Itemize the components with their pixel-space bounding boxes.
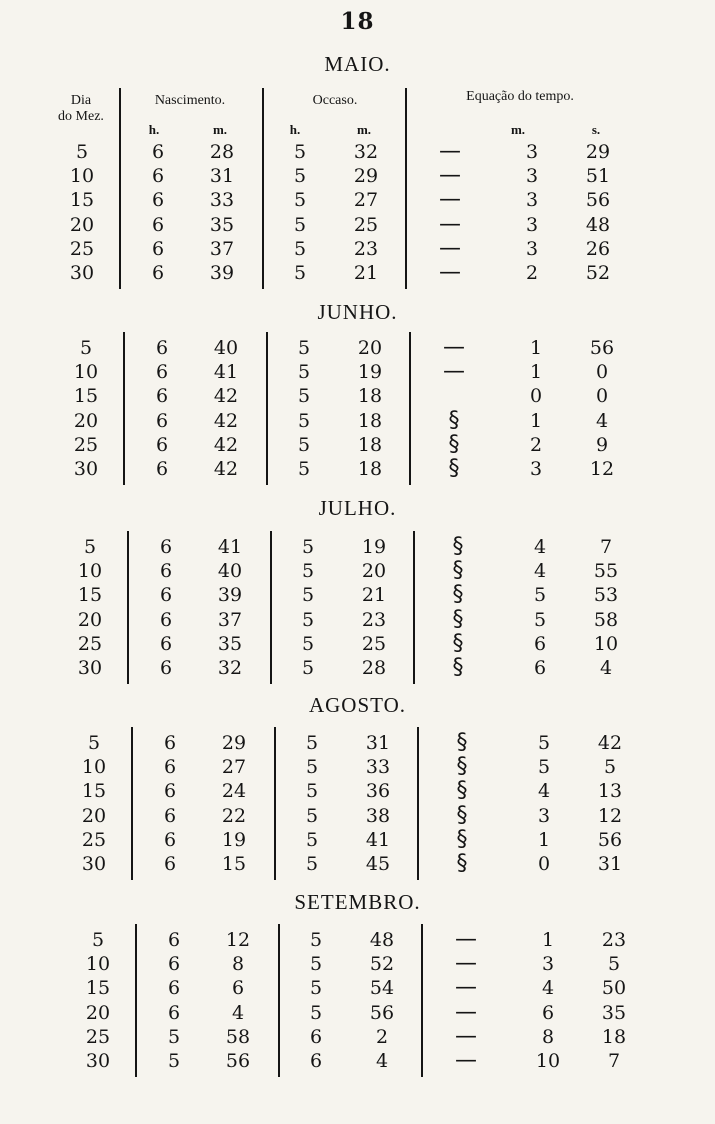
equation-minutes-cell: 1 — [541, 929, 555, 951]
table-row — [0, 535, 715, 559]
sunrise-hours-cell: 6 — [163, 756, 177, 779]
day-cell: 10 — [73, 361, 99, 384]
equation-seconds-cell: 29 — [585, 141, 611, 163]
sunrise-hours-cell: 6 — [159, 536, 173, 558]
day-cell: 5 — [75, 141, 89, 163]
equation-seconds-cell: 4 — [595, 409, 609, 432]
sunrise-hours-cell: 6 — [155, 385, 169, 408]
equation-seconds-cell: 12 — [597, 804, 623, 827]
sunset-hours-cell: 6 — [309, 1050, 323, 1072]
sunrise-minutes-cell: 42 — [213, 385, 239, 408]
equation-seconds-cell: 0 — [595, 385, 609, 408]
equation-seconds-cell: 31 — [597, 853, 623, 875]
sunrise-minutes-cell: 41 — [217, 536, 243, 558]
sunset-minutes-cell: 48 — [369, 929, 395, 951]
sunset-minutes-cell: 25 — [361, 632, 387, 655]
sunrise-hours-cell: 6 — [159, 584, 173, 607]
page-number: 18 — [340, 8, 375, 35]
equation-sign-cell: § — [456, 730, 468, 755]
sunrise-minutes-cell: 41 — [213, 361, 239, 384]
equation-seconds-cell: 51 — [585, 165, 611, 188]
day-cell: 5 — [79, 337, 93, 359]
sunset-hours-cell: 5 — [293, 189, 307, 212]
sunset-hours-cell: 5 — [301, 536, 315, 558]
sunrise-hours-cell: 5 — [167, 1050, 181, 1072]
table-row — [0, 656, 715, 680]
sunrise-hours-cell: 6 — [151, 189, 165, 212]
sunset-hours-cell: 5 — [293, 213, 307, 236]
day-cell: 5 — [91, 929, 105, 951]
equation-minutes-cell: 5 — [537, 756, 551, 779]
sunrise-minutes-cell: 40 — [217, 560, 243, 583]
day-cell: 30 — [81, 853, 107, 875]
equation-of-time-header: Equação do tempo. — [466, 89, 574, 104]
equation-seconds-subheader: s. — [591, 122, 601, 137]
sunset-hours-cell: 5 — [297, 361, 311, 384]
sunrise-hours-cell: 6 — [151, 213, 165, 236]
day-cell: 20 — [69, 213, 95, 236]
table-row — [0, 852, 715, 876]
sunrise-hours-cell: 6 — [159, 632, 173, 655]
sunset-hours-cell: 5 — [301, 584, 315, 607]
equation-sign-cell: § — [452, 534, 464, 559]
equation-minutes-cell: 4 — [533, 536, 547, 558]
month-title: AGOSTO. — [308, 693, 407, 717]
sunset-minutes-cell: 4 — [375, 1050, 389, 1072]
equation-minutes-cell: 3 — [525, 189, 539, 212]
equation-sign-cell: § — [448, 431, 460, 457]
day-cell: 30 — [85, 1050, 111, 1072]
sunrise-header: Nascimento. — [154, 93, 226, 108]
sunrise-hours-cell: 6 — [151, 141, 165, 163]
equation-minutes-cell: 5 — [537, 732, 551, 754]
sunset-hours-cell: 5 — [293, 141, 307, 163]
sunrise-hours-cell: 6 — [151, 262, 165, 284]
sunrise-minutes-cell: 35 — [217, 632, 243, 655]
equation-sign-cell: § — [452, 655, 464, 680]
sunset-minutes-cell: 56 — [369, 1001, 395, 1024]
sunset-minutes-cell: 18 — [357, 409, 383, 432]
sunrise-minutes-cell: 15 — [221, 853, 247, 875]
sunrise-minutes-cell: 12 — [225, 929, 251, 951]
equation-sign-cell: § — [452, 558, 464, 584]
sunset-minutes-cell: 18 — [357, 458, 383, 480]
equation-seconds-cell: 55 — [593, 560, 619, 583]
table-row — [0, 608, 715, 632]
table-row — [0, 360, 715, 384]
table-row — [0, 952, 715, 976]
equation-minutes-cell: 3 — [525, 141, 539, 163]
sunset-hours-cell: 5 — [301, 657, 315, 679]
sunset-minutes-cell: 36 — [365, 780, 391, 803]
sunrise-hours-cell: 6 — [163, 780, 177, 803]
equation-sign-cell: § — [452, 630, 464, 656]
day-cell: 15 — [81, 780, 107, 803]
day-cell: 15 — [77, 584, 103, 607]
equation-seconds-cell: 7 — [607, 1050, 621, 1072]
sunrise-minutes-cell: 4 — [231, 1001, 245, 1024]
sunrise-hours-cell: 6 — [167, 1001, 181, 1024]
day-cell: 30 — [69, 262, 95, 284]
equation-sign-cell: § — [456, 754, 468, 780]
day-cell: 15 — [85, 977, 111, 1000]
sunrise-hours-cell: 6 — [163, 853, 177, 875]
day-cell: 25 — [85, 1025, 111, 1048]
table-row — [0, 976, 715, 1000]
equation-minutes-cell: 3 — [525, 237, 539, 260]
sunset-minutes-cell: 41 — [365, 828, 391, 851]
sunset-hours-cell: 5 — [297, 385, 311, 408]
sunrise-minutes-cell: 37 — [209, 237, 235, 260]
sunset-hours-cell: 5 — [301, 608, 315, 631]
equation-seconds-cell: 58 — [593, 608, 619, 631]
table-row — [0, 384, 715, 408]
sunset-hours-cell: 5 — [297, 337, 311, 359]
sunrise-hours-cell: 6 — [167, 929, 181, 951]
table-row — [0, 457, 715, 481]
sunset-minutes-cell: 32 — [353, 141, 379, 163]
sunset-minutes-cell: 27 — [353, 189, 379, 212]
sunset-hours-cell: 5 — [305, 828, 319, 851]
equation-sign-cell: — — [443, 335, 465, 360]
sunrise-hours-cell: 6 — [155, 458, 169, 480]
sunrise-hours-cell: 6 — [159, 560, 173, 583]
equation-seconds-cell: 10 — [593, 632, 619, 655]
day-cell: 10 — [77, 560, 103, 583]
sunrise-hours-cell: 6 — [151, 165, 165, 188]
equation-seconds-cell: 56 — [585, 189, 611, 212]
equation-minutes-cell: 6 — [533, 632, 547, 655]
table-row — [0, 755, 715, 779]
equation-seconds-cell: 5 — [607, 953, 621, 976]
table-row — [0, 928, 715, 952]
sunrise-hours-cell: 6 — [155, 409, 169, 432]
day-cell: 15 — [69, 189, 95, 212]
table-row — [0, 237, 715, 261]
sunset-minutes-cell: 18 — [357, 385, 383, 408]
month-title: JULHO. — [318, 496, 397, 520]
sunrise-minutes-cell: 22 — [221, 804, 247, 827]
sunset-hours-cell: 5 — [301, 560, 315, 583]
day-cell: 15 — [73, 385, 99, 408]
equation-sign-cell: § — [456, 802, 468, 828]
sunrise-minutes-cell: 37 — [217, 608, 243, 631]
equation-minutes-cell: 3 — [537, 804, 551, 827]
sunrise-hours-subheader: h. — [148, 122, 160, 137]
equation-minutes-cell: 6 — [541, 1001, 555, 1024]
sunset-hours-cell: 5 — [305, 732, 319, 754]
sunrise-minutes-cell: 6 — [231, 977, 245, 1000]
sunrise-minutes-cell: 28 — [209, 141, 235, 163]
table-row — [0, 213, 715, 237]
equation-seconds-cell: 52 — [585, 262, 611, 284]
day-cell: 10 — [85, 953, 111, 976]
sunrise-minutes-subheader: m. — [212, 122, 228, 137]
day-cell: 20 — [73, 409, 99, 432]
sunset-minutes-subheader: m. — [356, 122, 372, 137]
equation-seconds-cell: 0 — [595, 361, 609, 384]
sunrise-minutes-cell: 33 — [209, 189, 235, 212]
sunset-minutes-cell: 25 — [353, 213, 379, 236]
equation-minutes-cell: 1 — [529, 409, 543, 432]
sunset-hours-cell: 5 — [297, 433, 311, 456]
sunset-hours-cell: 5 — [309, 977, 323, 1000]
day-cell: 5 — [87, 732, 101, 754]
sunset-hours-cell: 5 — [297, 458, 311, 480]
day-cell: 20 — [77, 608, 103, 631]
sunset-hours-cell: 5 — [309, 953, 323, 976]
sunset-minutes-cell: 31 — [365, 732, 391, 754]
day-cell: 20 — [85, 1001, 111, 1024]
sunrise-minutes-cell: 56 — [225, 1050, 251, 1072]
equation-seconds-cell: 12 — [589, 458, 615, 480]
table-row — [0, 261, 715, 285]
equation-sign-cell: § — [456, 851, 468, 876]
day-cell: 25 — [77, 632, 103, 655]
sunrise-minutes-cell: 58 — [225, 1025, 251, 1048]
sunset-minutes-cell: 23 — [353, 237, 379, 260]
day-of-month-header: Dia do Mez. — [58, 93, 104, 124]
sunset-minutes-cell: 18 — [357, 433, 383, 456]
table-row — [0, 731, 715, 755]
sunrise-hours-cell: 6 — [151, 237, 165, 260]
equation-sign-cell: — — [455, 975, 477, 1001]
sunset-minutes-cell: 20 — [357, 337, 383, 359]
equation-minutes-cell: 2 — [529, 433, 543, 456]
equation-minutes-cell: 5 — [533, 608, 547, 631]
equation-minutes-cell: 3 — [525, 213, 539, 236]
sunset-minutes-cell: 2 — [375, 1025, 389, 1048]
table-row — [0, 188, 715, 212]
equation-seconds-cell: 35 — [601, 1001, 627, 1024]
equation-sign-cell: § — [456, 826, 468, 852]
sunset-minutes-cell: 29 — [353, 165, 379, 188]
table-row — [0, 804, 715, 828]
table-row — [0, 779, 715, 803]
sunset-minutes-cell: 21 — [353, 262, 379, 284]
equation-sign-cell: — — [455, 927, 477, 952]
equation-minutes-cell: 10 — [535, 1050, 561, 1072]
sunset-hours-cell: 5 — [293, 237, 307, 260]
equation-sign-cell: — — [455, 951, 477, 977]
day-cell: 10 — [81, 756, 107, 779]
sunrise-hours-cell: 6 — [163, 828, 177, 851]
sunrise-hours-cell: 6 — [155, 337, 169, 359]
sunrise-hours-cell: 6 — [159, 608, 173, 631]
sunrise-hours-cell: 6 — [155, 433, 169, 456]
table-row — [0, 164, 715, 188]
equation-sign-cell: — — [439, 139, 461, 164]
sunset-hours-cell: 5 — [293, 165, 307, 188]
equation-minutes-cell: 3 — [525, 165, 539, 188]
equation-sign-cell: § — [452, 582, 464, 608]
day-cell: 25 — [69, 237, 95, 260]
equation-seconds-cell: 7 — [599, 536, 613, 558]
equation-sign-cell: — — [439, 235, 461, 261]
equation-seconds-cell: 48 — [585, 213, 611, 236]
equation-sign-cell: § — [448, 456, 460, 481]
equation-seconds-cell: 13 — [597, 780, 623, 803]
sunrise-minutes-cell: 39 — [209, 262, 235, 284]
equation-sign-cell: § — [448, 407, 460, 433]
equation-seconds-cell: 23 — [601, 929, 627, 951]
sunset-hours-cell: 5 — [293, 262, 307, 284]
sunrise-hours-cell: 6 — [167, 977, 181, 1000]
sunrise-minutes-cell: 32 — [217, 657, 243, 679]
sunrise-minutes-cell: 19 — [221, 828, 247, 851]
sunset-minutes-cell: 19 — [357, 361, 383, 384]
sunset-hours-cell: 5 — [305, 756, 319, 779]
equation-minutes-cell: 2 — [525, 262, 539, 284]
sunset-hours-cell: 5 — [297, 409, 311, 432]
sunset-minutes-cell: 19 — [361, 536, 387, 558]
equation-seconds-cell: 56 — [597, 828, 623, 851]
equation-minutes-cell: 0 — [529, 385, 543, 408]
sunrise-hours-cell: 6 — [159, 657, 173, 679]
equation-minutes-cell: 1 — [529, 361, 543, 384]
sunset-minutes-cell: 45 — [365, 853, 391, 875]
equation-minutes-cell: 0 — [537, 853, 551, 875]
sunset-hours-cell: 6 — [309, 1025, 323, 1048]
sunset-minutes-cell: 28 — [361, 657, 387, 679]
equation-sign-cell: § — [452, 606, 464, 632]
equation-minutes-cell: 1 — [537, 828, 551, 851]
equation-sign-cell: — — [439, 163, 461, 189]
table-row — [0, 140, 715, 164]
sunset-minutes-cell: 23 — [361, 608, 387, 631]
sunrise-hours-cell: 6 — [163, 804, 177, 827]
sunrise-minutes-cell: 29 — [221, 732, 247, 754]
equation-minutes-cell: 5 — [533, 584, 547, 607]
table-row — [0, 1025, 715, 1049]
equation-sign-cell: — — [439, 187, 461, 213]
equation-sign-cell: — — [455, 1023, 477, 1049]
equation-minutes-cell: 3 — [541, 953, 555, 976]
day-cell: 25 — [73, 433, 99, 456]
equation-seconds-cell: 4 — [599, 657, 613, 679]
sunrise-minutes-cell: 31 — [209, 165, 235, 188]
table-row — [0, 1049, 715, 1073]
sunrise-hours-cell: 6 — [155, 361, 169, 384]
sunset-minutes-cell: 20 — [361, 560, 387, 583]
equation-sign-cell: — — [439, 260, 461, 285]
table-row — [0, 1001, 715, 1025]
equation-sign-cell: — — [455, 1048, 477, 1073]
day-cell: 30 — [73, 458, 99, 480]
equation-minutes-cell: 8 — [541, 1025, 555, 1048]
equation-seconds-cell: 50 — [601, 977, 627, 1000]
day-cell: 5 — [83, 536, 97, 558]
equation-seconds-cell: 9 — [595, 433, 609, 456]
sunset-minutes-cell: 33 — [365, 756, 391, 779]
sunset-hours-cell: 5 — [309, 1001, 323, 1024]
sunset-hours-cell: 5 — [309, 929, 323, 951]
equation-seconds-cell: 18 — [601, 1025, 627, 1048]
sunset-hours-cell: 5 — [305, 853, 319, 875]
equation-seconds-cell: 5 — [603, 756, 617, 779]
month-title: SETEMBRO. — [294, 890, 421, 914]
sunset-minutes-cell: 52 — [369, 953, 395, 976]
sunrise-minutes-cell: 27 — [221, 756, 247, 779]
equation-minutes-cell: 4 — [533, 560, 547, 583]
day-cell: 30 — [77, 657, 103, 679]
sunrise-minutes-cell: 40 — [213, 337, 239, 359]
table-row — [0, 632, 715, 656]
equation-minutes-cell: 1 — [529, 337, 543, 359]
sunset-hours-cell: 5 — [301, 632, 315, 655]
sunrise-minutes-cell: 39 — [217, 584, 243, 607]
table-row — [0, 433, 715, 457]
sunset-header: Occaso. — [312, 93, 358, 108]
equation-seconds-cell: 26 — [585, 237, 611, 260]
sunrise-minutes-cell: 8 — [231, 953, 245, 976]
equation-minutes-cell: 4 — [537, 780, 551, 803]
equation-sign-cell: — — [455, 999, 477, 1025]
sunset-minutes-cell: 21 — [361, 584, 387, 607]
sunset-hours-subheader: h. — [289, 122, 301, 137]
sunrise-hours-cell: 6 — [167, 953, 181, 976]
table-row — [0, 583, 715, 607]
equation-minutes-cell: 4 — [541, 977, 555, 1000]
table-row — [0, 559, 715, 583]
equation-sign-cell: § — [456, 778, 468, 804]
equation-minutes-cell: 3 — [529, 458, 543, 480]
month-title: JUNHO. — [317, 300, 398, 324]
equation-minutes-cell: 6 — [533, 657, 547, 679]
equation-sign-cell: — — [443, 359, 465, 385]
sunrise-hours-cell: 5 — [167, 1025, 181, 1048]
sunset-minutes-cell: 38 — [365, 804, 391, 827]
sunrise-minutes-cell: 35 — [209, 213, 235, 236]
day-cell: 10 — [69, 165, 95, 188]
table-row — [0, 409, 715, 433]
day-cell: 25 — [81, 828, 107, 851]
sunrise-hours-cell: 6 — [163, 732, 177, 754]
sunrise-minutes-cell: 24 — [221, 780, 247, 803]
sunset-hours-cell: 5 — [305, 780, 319, 803]
day-cell: 20 — [81, 804, 107, 827]
table-row — [0, 828, 715, 852]
sunset-minutes-cell: 54 — [369, 977, 395, 1000]
table-row — [0, 336, 715, 360]
sunset-hours-cell: 5 — [305, 804, 319, 827]
sunrise-minutes-cell: 42 — [213, 409, 239, 432]
equation-seconds-cell: 56 — [589, 337, 615, 359]
equation-sign-cell: — — [439, 211, 461, 237]
equation-minutes-subheader: m. — [510, 122, 526, 137]
sunrise-minutes-cell: 42 — [213, 433, 239, 456]
sunrise-minutes-cell: 42 — [213, 458, 239, 480]
equation-seconds-cell: 42 — [597, 732, 623, 754]
equation-seconds-cell: 53 — [593, 584, 619, 607]
month-title: MAIO. — [324, 52, 391, 76]
